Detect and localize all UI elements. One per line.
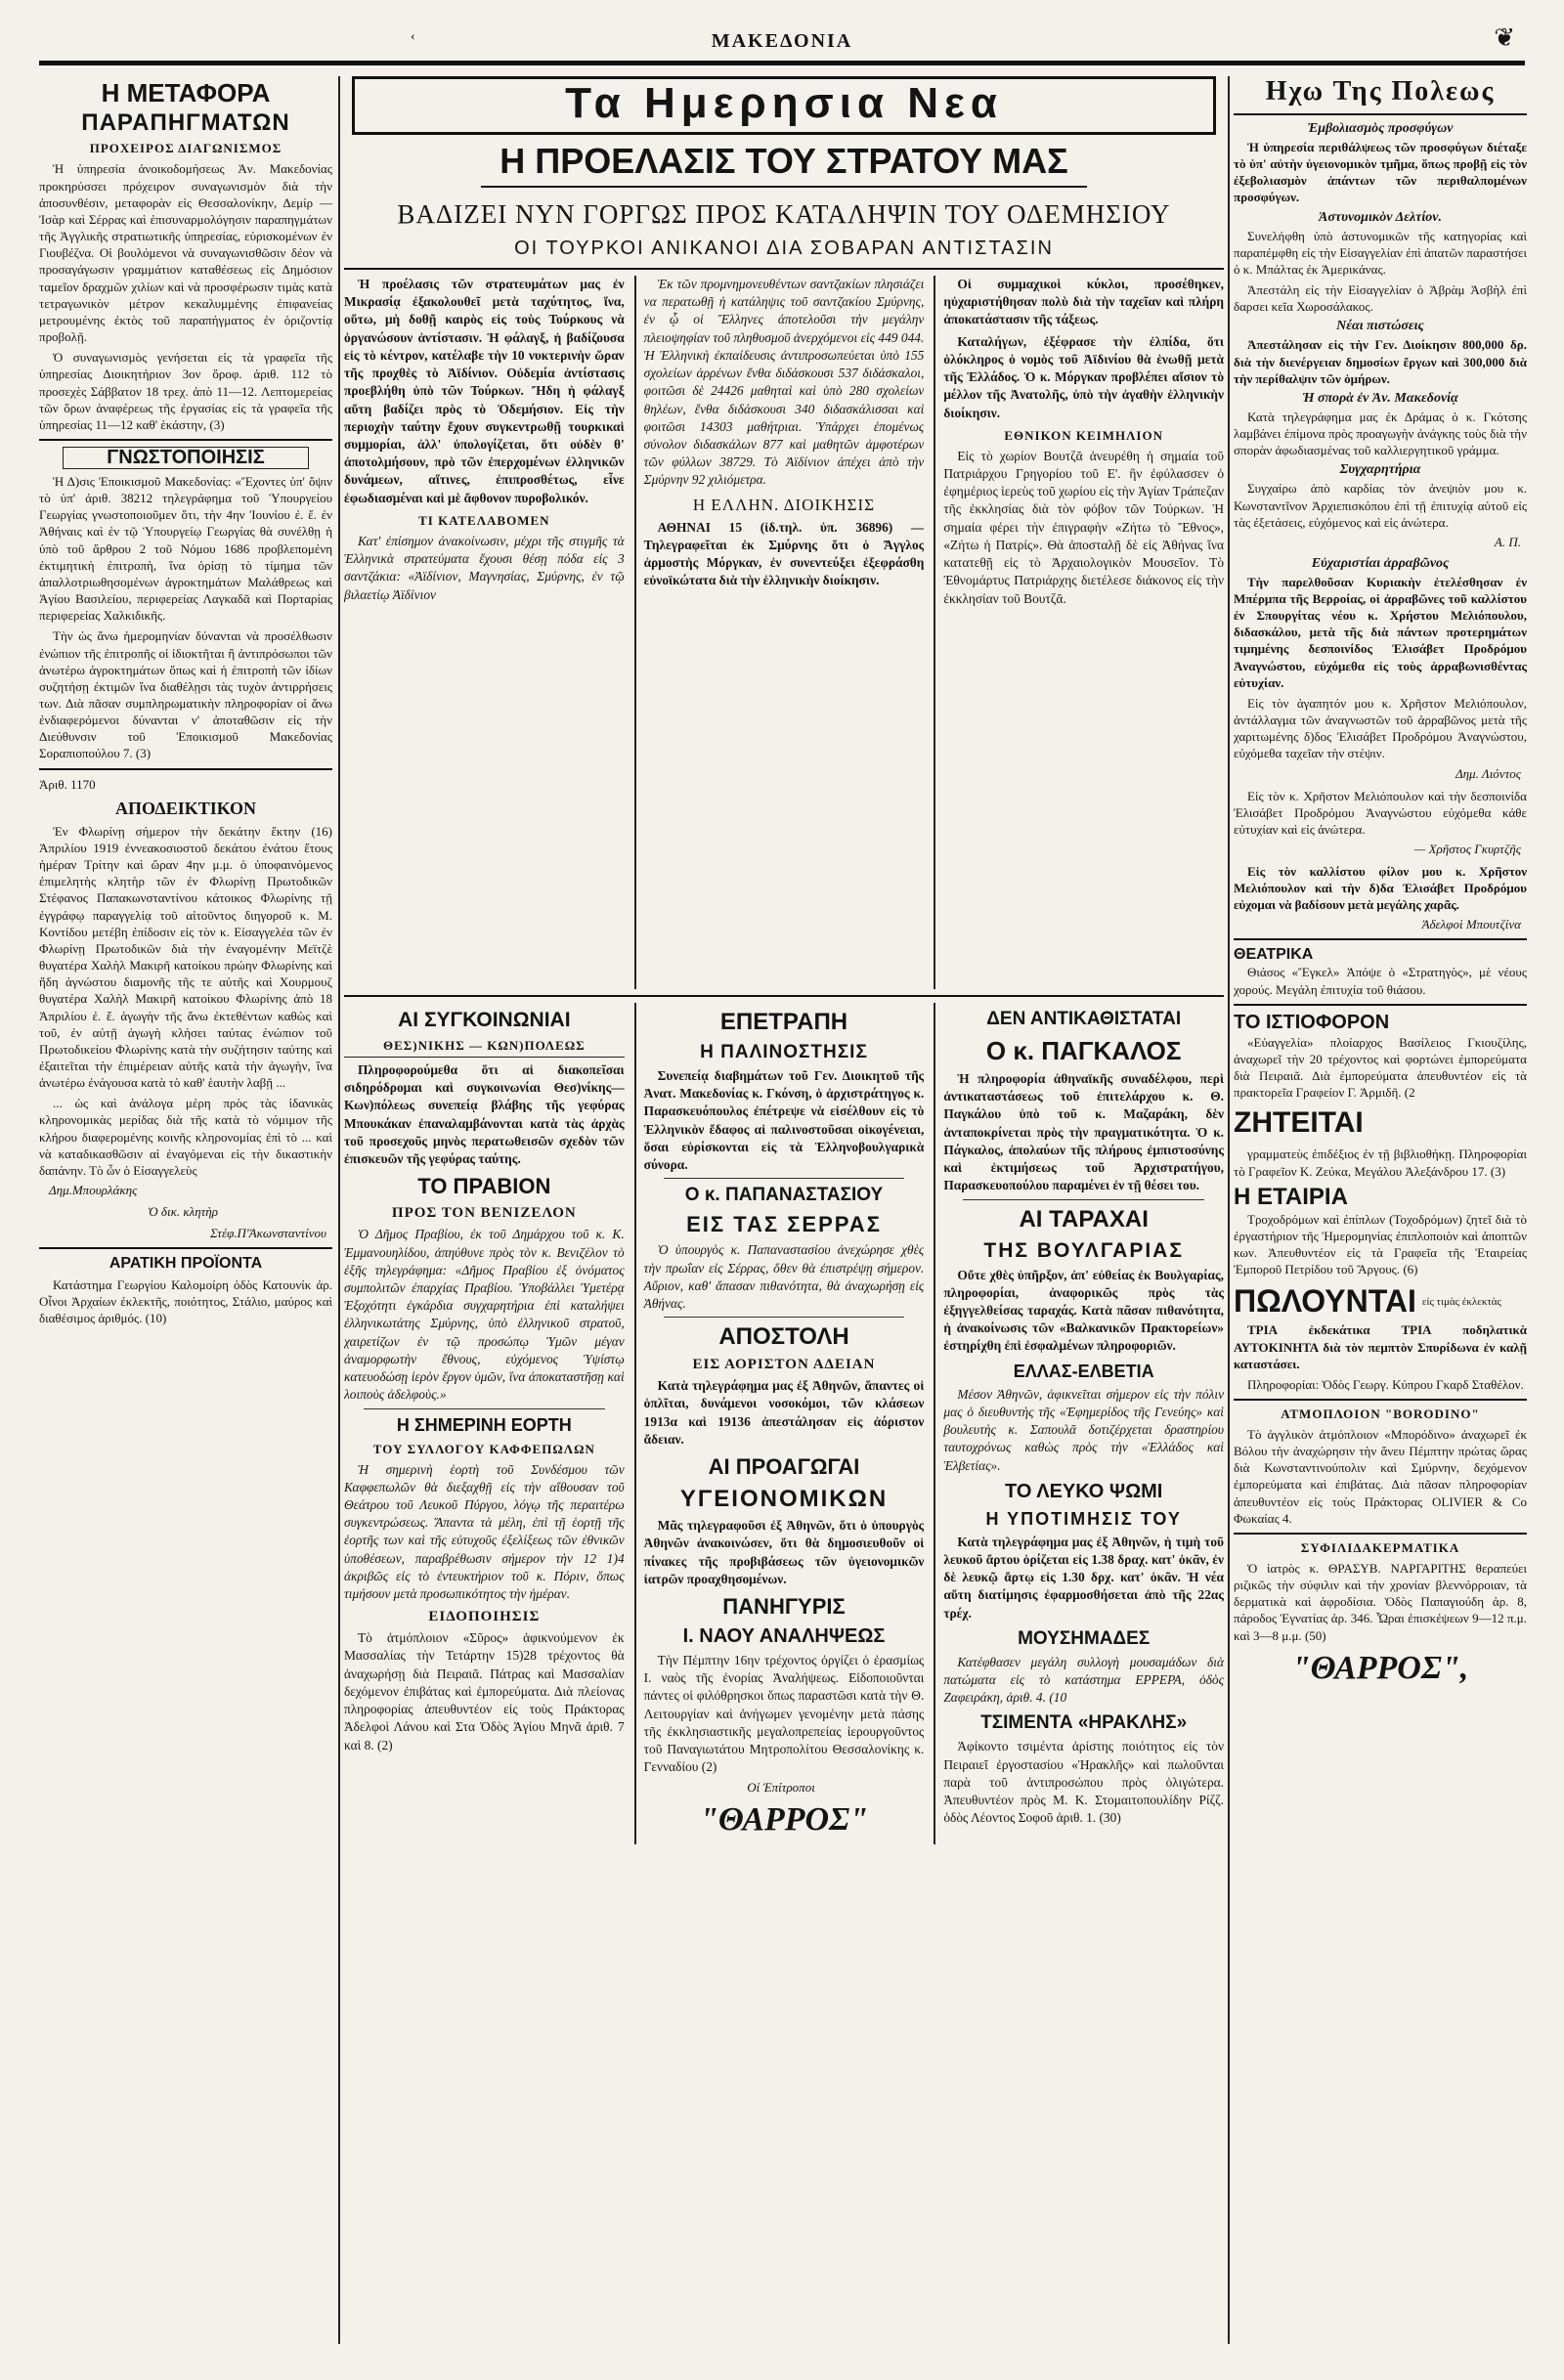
right-column-title: Ηχω Της Πολεως	[1265, 76, 1496, 107]
r4-headline: Ἡ σπορὰ ἐν Ἀν. Μακεδονίᾳ	[1302, 390, 1458, 406]
b4-text-body: Τὸ ἀτμόπλοιον «Σῦρος» ἀφικνούμενον ἐκ Μασσαλίας τὴν Τετάρτην 15)28 τρέχοντος θὰ ἀναχωρήσῃ διὰ Πειραιᾶ. Πάτρας καὶ Μασσαλίαν δεχόμενον ἐπιβάτας καὶ ἐμπορεύματα. Διὰ πλείονας πληροφορίας ἀπευθυντέον εἰς τοὺς Πράκτορας Ἀδελφοὶ Λάνου καὶ Στα Ὁδὸς Ἁγίου Μηνᾶ ἀριθ. 7 καὶ 8.	[344, 1630, 625, 1753]
column-divider	[338, 76, 340, 2344]
d2-subhead: ΤΗΣ ΒΟΥΛΓΑΡΙΑΣ	[983, 1238, 1184, 1262]
left-article-3-para-2: ... ὡς καὶ ἀνάλογα μέρη πρὸς τὰς ἰδανικὰς κληρονομικὰς μερίδας διὰ τῆς κατὰ τὸ νόμιμον τῆς κλήρου διαφερομένης κοινῆς κληρονομίας ἐπὶ τὸ ... καὶ νὰ καταδικασθῶσιν αἱ ἐναγόμεναι εἰς τὴν δικαστικὴν δαπάνην. Τὸ ὦν ὁ Εἰσαγγελεὺς	[39, 1096, 332, 1178]
masthead-ornament-right: ❦	[1494, 23, 1515, 52]
b1-text: Πληροφορούμεθα ὅτι αἱ διακοπεῖσαι σιδηρόδρομαι καὶ συγκοινωνίαι Θεσ)νίκης—Κων)πόλεως συνεπείᾳ βλάβης τῆς γεφύρας Μπουκάκαν ἐπαναλαμβάνονται κατὰ τὰς ἀρχὰς τοῦ προσεχοῦς μηνὸς περατωθεισῶν σχεδὸν τῶν ἐπισκευῶν τῆς γεφύρας ταύτης.	[344, 1062, 625, 1167]
r8-headline: ΤΟ ΙΣΤΙΟΦΟΡΟΝ	[1234, 1011, 1390, 1033]
b2-subhead: ΠΡΟΣ ΤΟΝ ΒΕΝΙΖΕΛΟΝ	[391, 1205, 577, 1222]
r4-text: Κατὰ τηλεγράφημα μας ἐκ Δράμας ὁ κ. Γκότσης λαμβάνει ἐπίμονα πρὸς προαγωγὴν ἀνάγκης τοὺς διὰ τὴν σπορὰν ἀφωδιασμένας τοῦ καλλιεργητικοῦ γράμμα.	[1234, 409, 1527, 458]
b3-subhead: ΤΟΥ ΣΥΛΛΟΓΟΥ ΚΑΦΦΕΠΩΛΩΝ	[372, 1441, 595, 1456]
r11-header	[1234, 1281, 1527, 1321]
r9-headline: ΖΗΤΕΙΤΑΙ	[1234, 1106, 1364, 1140]
lead-story-text-7: Εἰς τὸ χωρίον Βουτζᾶ ἀνευρέθη ἡ σημαία τοῦ Πατριάρχου Γρηγορίου τοῦ Ε'. ἣν ἐφύλασσεν ὁ ἐφημέριος ἱερεὺς τοῦ χωρίου εἰς τὴν Ἁγίαν Τράπεζαν τῆς ἐκκλησίας διὰ τὸν φόβον τῶν Τούρκων. Ἡ σημαία φέρει τὴν ἐπιγραφὴν «Ζήτω τὸ Ἔθνος», «Ζήτω ἡ Πατρίς». Θὰ ἀποσταλῇ δὲ εἰς Ἀθήνας ἵνα κατατεθῇ εἰς τὸ Ἀρχαιολογικὸν Μουσεῖον. Τὸ Ἐθνομάρτυς Πατριάρχης διετέλεσε διάκονος εἰς τὴν ἐκκλησίαν τοῦ Βουτζᾶ.	[943, 448, 1224, 606]
r2-text-b: Ἀπεστάλη εἰς τὴν Εἰσαγγελίαν ὁ Ἀβρὰμ Ἀσβὴλ ἐπὶ δαρσει κεῖα Χωροσάλακος.	[1234, 282, 1527, 315]
r10-headline: Η ΕΤΑΙΡΙΑ	[1234, 1183, 1348, 1210]
tharros-ad-center: "ΘΑΡΡΟΣ"	[699, 1801, 869, 1839]
r6-signature-2: — Χρῆστος Γκυρτζῆς	[1413, 842, 1521, 856]
divider	[39, 768, 332, 770]
d5-text-body: Κατέφθασεν μεγάλη συλλογὴ μουσαμάδων διὰ πατώματα εἰς τὸ κατάστημα ΕΡΡΕΡΑ, ὁδὸς Ζαφειράκη, ἀριθ. 4.	[943, 1654, 1224, 1706]
left-article-2-ref: (3)	[135, 746, 152, 761]
d6-ref: (30)	[1099, 1810, 1121, 1826]
c5-subhead: Ι. ΝΑΟΥ ΑΝΑΛΗΨΕΩΣ	[682, 1624, 886, 1647]
b4-headline: ΕΙΔΟΠΟΙΗΣΙΣ	[428, 1609, 541, 1625]
d5-headline: ΜΟΥΣΗΜΑΔΕΣ	[1018, 1627, 1151, 1649]
c2-subhead: ΕΙΣ ΤΑΣ ΣΕΡΡΑΣ	[686, 1212, 882, 1237]
d4-subhead: Η ΥΠΟΤΙΜΗΣΙΣ ΤΟΥ	[985, 1508, 1182, 1529]
r8-ref: (2	[1404, 1085, 1415, 1101]
left-signature-3: Στέφ.Π'Ἀκωνσταντίνου	[210, 1226, 326, 1241]
left-signature-2: Ὁ δικ. κλητὴρ	[148, 1204, 218, 1220]
b2-headline: ΤΟ ΠΡΑΒΙΟΝ	[417, 1174, 551, 1199]
d4-headline: ΤΟ ΛΕΥΚΟ ΨΩΜΙ	[1005, 1480, 1163, 1502]
r6-text-d: Εἰς τὸν καλλίστου φίλον μου κ. Χρῆστον Μελιόπουλον καὶ τὴν δ)δα Ἐλισάβετ Προδρόμου εὐχομαι νὰ βαδίσουν μετὰ μεγάλης χαρᾶς.	[1234, 864, 1527, 913]
lead-story-text-6: Καταλήγων, ἐξέφρασε τὴν ἐλπίδα, ὅτι ὁλόκληρος ὁ νομὸς τοῦ Ἀϊδινίου θὰ ἑνωθῇ μετὰ τῆς Ἑλλάδος. Ὁ κ. Μόργκαν προβλέπει αἴσιον τὸ μέλλον τῆς Ἀνατολῆς, ὑπὸ τὴν ἀγαθὴν ἑλληνικὴν διοίκησιν.	[943, 333, 1224, 420]
left-article-1-para-1: Ἡ ὑπηρεσία ἀνοικοδομήσεως Ἀν. Μακεδονίας προκηρύσσει πρόχειρον συναγωνισμὸν διὰ τὴν ἀποσυνθέσιν, μεταφορὰν εἰς Θεσσαλονίκην, Δεμίρ — Ἰσὰρ καὶ Σέρρας καὶ ἐπισυναρμολόγησιν παραπηγμάτων τῆς Ἀγγλικῆς στρατιωτικῆς ὑπηρεσίας, εὑρισκομένων ἐν Γιουβέζνα. Οἱ βουλόμενοι νὰ συναγωνισθῶσιν δέον νὰ προσαγάγωσιν γραμμάτιον καταθέσεως εἰς Δημόσιον ταμεῖον δραχμῶν χιλίων καὶ νὰ προσφέρωσιν τιμὰς κατὰ τετραγωνικὸν μέτρον κεκαλυμμένης ἐπιφανείας μετρουμένης ἐκτὸς τοῦ παραπήγματος ἐν ὁριζοντίᾳ προβολῇ.	[39, 161, 332, 345]
section-banner: Τα Ημερησια Νεα	[352, 76, 1216, 135]
d2-headline: ΑΙ ΤΑΡΑΧΑΙ	[1019, 1205, 1149, 1233]
lead-story-text-1: Ἡ προέλασις τῶν στρατευμάτων μας ἐν Μικρασίᾳ ἐξακολουθεῖ μετὰ ταχύτητος, ἵνα, οὕτω, μὴ δοθῇ καιρὸς εἰς τοὺς Τούρκους νὰ ὀργανώσουν ἀντίστασιν. Ἡ φάλαγξ, ἡ βαδίζουσα εἰς τὸ κέντρον, κατέλαβε τὴν 10 νυκτερινὴν ὥραν τῆς προχθὲς τὸ Ἀϊδίνιον. Οὐδεμία ἀντίστασις προεβλήθη ὑπὸ τῶν Τούρκων. Ἤδη ἡ φάλαγξ αὕτη βαδίζει πρὸς τὸ Ὀδεμήσιον. Εἰς τὴν περιοχὴν ταύτην ἔχουν συγκεντρωθῇ τουρκικαὶ συμμορίαι, ἀλλ' ὑπολογίζεται, ὅτι οὐδὲν θ' ἀποτολμήσουν, πρὸ τῶν ἐπερχομένων ἑλληνικῶν δυνάμεων, αἵτινες, ἐπιπροσθέτως, εἶνε ἐφωδιασμέναι καὶ μὲ ἄφθονον πυροβολικόν.	[344, 277, 625, 505]
left-signature-1: Δημ.Μπουρλάκης	[49, 1183, 138, 1198]
left-article-4-ref: (10)	[145, 1311, 167, 1326]
c5-ref: (2)	[701, 1759, 717, 1775]
d6-headline: ΤΣΙΜΕΝΤΑ «ΗΡΑΚΛΗΣ»	[980, 1712, 1188, 1734]
r2-headline: Ἀστυνομικὸν Δελτίον.	[1318, 209, 1442, 225]
left-article-4	[39, 1277, 332, 1326]
c4-subhead: ΥΓΕΙΟΝΟΜΙΚΩΝ	[679, 1486, 889, 1513]
r12-headline: ΑΤΜΟΠΛΟΙΟΝ "BORODINO"	[1281, 1406, 1480, 1421]
main-headline: Η ΠΡΟΕΛΑΣΙΣ ΤΟΥ ΣΤΡΑΤΟΥ ΜΑΣ	[500, 141, 1068, 181]
lead-story-col-2	[634, 276, 925, 989]
r6-signature-3: Ἀδελφοὶ Μπουτζίνα	[1421, 917, 1521, 932]
divider	[1234, 113, 1527, 115]
d6-text	[943, 1738, 1224, 1827]
r11-side: εἰς τιμὰς ἐκλεκτὰς	[1421, 1295, 1501, 1308]
r9-text	[1234, 1146, 1527, 1179]
lead-story-text-4: ΑΘΗΝΑΙ 15 (ἰδ.τηλ. ὑπ. 36896) — Τηλεγραφεῖται ἐκ Σμύρνης ὅτι ὁ Ἄγγλος ἁρμοστὴς Μόργκαν, ἐν συνεντεύξει ἐξεφράσθη εὐνοϊκώτατα διὰ τὴν ἑλληνικὴν διοίκησιν.	[643, 519, 925, 588]
c5-signature: Οἱ Ἐπίτροποι	[747, 1780, 815, 1796]
d2-text: Οὔτε χθὲς ὑπῆρξον, ἀπ' εὐθείας ἐκ Βουλγαρίας, πληροφορίαι, ἀναφορικῶς πρὸς τὰς ἐξηγγελθείσας ταραχάς. Κατὰ πᾶσαν πιθανότητα, ἡ ἀνακοίνωσις τῶν «Βαλκανικῶν Πρακτορείων» ἐστηρίχθη ἐπὶ ἐσφαλμένων πληροφοριῶν.	[943, 1267, 1224, 1354]
d6-text-body: Ἀφίκοντο τσιμέντα ἀρίστης ποιότητος εἰς τὸν Πειραιεῖ ἐργοστασίου «Ἡρακλῆς» καὶ πωλοῦνται παρὰ τοῦ ἀντιπροσώπου πρὸς ὁλιγώτερα. Ἀπευθυντέον πρὸς Μ. Κ. Στομαιτοπουλίδην Ρίζζ. ὁδὸς Λέοντος Σοφοῦ ἀριθ. 1.	[943, 1739, 1224, 1826]
divider	[1234, 1533, 1527, 1535]
r6-text: Τὴν παρελθοῦσαν Κυριακὴν ἐτελέσθησαν ἐν Μπέρμπα τῆς Βερροίας, οἱ ἀρραβῶνες τοῦ καλλίστου ἐν Σπουργίτας νέου κ. Χρήστου Μελιόπουλου, διδασκάλου, μετὰ τῆς διὰ πάντων προτερημάτων τιμημένης δεσποινίδος Ἐλισάβετ Προδρόμου Ἀναγνώστου, εὐχόμεθα εἰς τοὺς ἀρραβωνισθέντας εὐτυχίαν.	[1234, 574, 1527, 690]
r1-headline: Ἐμβολιασμὸς προσφύγων	[1307, 121, 1454, 136]
left-doc-number: Ἀριθ. 1170	[39, 776, 96, 792]
lead-story-subhead-3: ΕΘΝΙΚΟΝ ΚΕΙΜΗΛΙΟΝ	[1004, 427, 1163, 443]
r10-text	[1234, 1211, 1527, 1278]
main-subheadline: ΒΑΔΙΖΕΙ ΝΥΝ ΓΟΡΓΩΣ ΠΡΟΣ ΚΑΤΑΛΗΨΙΝ ΤΟΥ ΟΔΕΜΗΣΙΟΥ	[397, 199, 1171, 229]
d1-text: Ἡ πληροφορία ἀθηναϊκῆς συναδέλφου, περὶ ἀντικαταστάσεως τοῦ ἐπιτελάρχου κ. Θ. Παγκάλου ὑπὸ τοῦ κ. Μαζαράκη, δὲν ἀνταποκρίνεται πρὸς τὴν πραγματικότητα. Ὁ κ. Πάγκαλος, ἀπολαύων τῆς πλήρους ἐμπιστοσύνης καὶ ἐκτιμήσεως τοῦ Ἀρχιστρατήγου, Παρασκευοπούλου παραμένει ἐν τῇ θέσει του.	[943, 1071, 1224, 1193]
lower-col-1	[344, 1003, 625, 1844]
d1-headline: ΔΕΝ ΑΝΤΙΚΑΘΙΣΤΑΤΑΙ	[986, 1009, 1182, 1029]
lead-story-subhead-2: Η ΕΛΛΗΝ. ΔΙΟΙΚΗΣΙΣ	[692, 495, 876, 514]
c3-text: Κατὰ τηλεγράφημα μας ἐξ Ἀθηνῶν, ἅπαντες οἱ ὁπλῖται, δυνάμενοι νοσοκόμοι, τῶν κλάσεων 1913α καὶ 19136 ἀπεστάλησαν εἰς ἀόριστον ἄδειαν.	[643, 1378, 925, 1447]
lead-story-text-2: Κατ' ἐπίσημον ἀνακοίνωσιν, μέχρι τῆς στιγμῆς τὰ Ἑλληνικὰ στρατεύματα ἔχουσι θέσῃ πόδα εἰς 3 σαντζάκια: «Ἀϊδίνιον, Μαγνησίας, Σμύρνης, ἐν τῷ βιλαετίῳ Ἀϊδίνιον	[344, 533, 625, 602]
d5-ref: (10	[1049, 1690, 1067, 1706]
c2-headline: Ο κ. ΠΑΠΑΝΑΣΤΑΣΙΟΥ	[684, 1185, 884, 1206]
masthead-title: ΜΑΚΕΔΟΝΙΑ	[711, 30, 853, 52]
main-deck: ΟΙ ΤΟΥΡΚΟΙ ΑΝΙΚΑΝΟΙ ΔΙΑ ΣΟΒΑΡΑΝ ΑΝΤΙΣΤΑΣΙΝ	[514, 238, 1054, 259]
r5-signature: Α. Π.	[1494, 534, 1521, 549]
d5-text	[943, 1654, 1224, 1708]
left-subhead-1: ΠΡΟΧΕΙΡΟΣ ΔΙΑΓΩΝΙΣΜΟΣ	[89, 141, 282, 156]
lower-stories	[344, 1003, 1224, 1844]
c3-subhead: ΕΙΣ ΑΟΡΙΣΤΟΝ ΑΔΕΙΑΝ	[692, 1357, 876, 1373]
lead-story	[344, 276, 1224, 989]
r3-text: Ἀπεστάλησαν εἰς τὴν Γεν. Διοίκησιν 800,000 δρ. διὰ τὴν διενέργειαν δημοσίων ἔργων καὶ 300,000 διὰ τὴν περίθαλψιν τῶν ὁμήρων.	[1234, 337, 1527, 386]
d4-text: Κατὰ τηλεγράφημα μας ἐξ Ἀθηνῶν, ἡ τιμὴ τοῦ λευκοῦ ἄρτου ὁρίζεται εἰς 1.38 δραχ. κατ' ὀκᾶν, ἐν δὲ λευκῷ ἄρτῳ εἰς 1.30 δρχ. κατ' ὀκᾶν. Ἡ νέα αὕτη διατίμησις ἐφαρμοσθήσεται ἀπὸ τῆς 22ας τρέχ.	[943, 1534, 1224, 1621]
lead-story-text-5: Οἱ συμμαχικοὶ κύκλοι, προσέθηκεν, ηὐχαριστήθησαν πολὺ διὰ τὴν ταχεῖαν καὶ πλήρη ἀποκατάστασιν τῆς τάξεως.	[943, 277, 1224, 327]
c5-text-body: Τὴν Πέμπτην 16ην τρέχοντος ὀργίζει ὁ ἐρασμίως Ι. ναὸς τῆς ἐνορίας Ἀναλήψεως. Εἰδοποιοῦνται πάντες οἱ φιλόθρησκοι ὅπως παραστῶσι κατὰ τὴν Θ. Λειτουργίαν καὶ ἀνήγωμεν γενομένην μετὰ πάσης τῆς ἐκκλησιαστικῆς μεγαλοπρεπείας ἱερουργοῦντος τοῦ Παναγιωτάτου Μητροπολίτου Θεσσαλονίκης κ. Γενναδίου	[643, 1652, 925, 1775]
left-headline-2: ΓΝΩΣΤΟΠΟΙΗΣΙΣ	[63, 447, 309, 469]
r10-ref: (6)	[1403, 1262, 1418, 1277]
c1-headline: ΕΠΕΤΡΑΠΗ	[719, 1009, 848, 1035]
divider	[364, 1408, 605, 1409]
r13-text	[1234, 1560, 1527, 1644]
tharros-ad-right: "ΘΑΡΡΟΣ",	[1291, 1649, 1469, 1686]
b3-headline: Η ΣΗΜΕΡΙΝΗ ΕΟΡΤΗ	[396, 1414, 572, 1435]
headline-rule	[481, 186, 1087, 188]
left-article-1-para-2-text: Ὁ συναγωνισμὸς γενήσεται εἰς τὰ γραφεῖα τῆς ὑπηρεσίας Διοικητήριον 3ον ὄροφ. ἀριθ. 112 τὸ προσεχὲς Σάββατον 18 τρεχ. ἀπὸ 11—12. Λεπτομερείας τῶν ὅρων ἀναφέρεως τῆς ἐργασίας εἰς τὰ γραφεῖα τῆς ὑπηρεσίας 11—12 καθ' ἑκάστην,	[39, 350, 332, 432]
r7-text: Θιάσος «Ἔγκελ» Ἀπόψε ὁ «Στρατηγὸς», μὲ νέους χορούς. Μεγάλη ἐπιτυχία τοῦ θιάσου.	[1234, 965, 1527, 997]
r12-text: Τὸ ἀγγλικὸν ἀτμόπλοιον «Μπορόδινο» ἀναχωρεῖ ἐκ Βόλου τὴν ἀναχώρησιν τὴν ἄνευ Πέμπτην πρώτας ὥρας διὰ Κωνσταντινούπολιν καὶ Σμύρνην, δεχόμενον ἐμπορεύματα καὶ ἐπιβάτας. Διὰ πᾶσαν πληροφορίαν ἀπευθυντέον εἰς τοὺς Πράκτορας OLIVIER & Co Φωκαίας 4.	[1234, 1426, 1527, 1526]
divider	[963, 1199, 1204, 1200]
b2-text: Ὁ Δῆμος Πραβίου, ἐκ τοῦ Δημάρχου τοῦ κ. Κ. Ἐμμανουηλίδου, ἀπηύθυνε πρὸς τὸν κ. Βενιζέλον τὸ ἑξῆς τηλεγράφημα: «Δῆμος Πραβίου ἐξ ὀνόματος συμπολιτῶν ἐπαρχίας Πραβίου. Ὑποβάλλει Ὑμετέρᾳ Ἐξοχότητι ἐγκάρδια συγχαρητήρια ἐπὶ καταλήψει ἑλληνικωτάτης Σμύρνης, ὑπὸ ἑλληνικοῦ στρατοῦ, χαιρετίζων ἐν τῷ προσώπῳ Ὑμῶν μέγαν ἀναμορφωτὴν ἔθνους, εὐχόμενος Ὑψίστῳ κατευοδώσῃ ἱερὸν ἔργον ὑμῶν, ἵνα ἀποκαταστῆσῃ καὶ λοιποὺς ἀδελφοὺς.»	[344, 1227, 625, 1403]
lower-col-3	[934, 1003, 1224, 1844]
c4-headline: ΑΙ ΠΡΟΑΓΩΓΑΙ	[708, 1454, 860, 1480]
divider	[39, 1247, 332, 1249]
r8-text-body: «Εὐαγγελία» πλοίαρχος Βασίλειος Γκιουζίλης, ἀναχωρεῖ τὴν 20 τρέχοντος καὶ φορτώνει ἐμπορεύματα διὰ Πειραιᾶ. Διὰ ἐμπορεύματα ἀπευθυντέον εἰς τὰ πρακτορεῖα Γραφείον Γ. Ἀρμιδῆ.	[1234, 1034, 1527, 1101]
r13-text-body: Ὁ ἰατρὸς κ. ΘΡΑΣΥΒ. ΝΑΡΓΑΡΙΤΗΣ θεραπεύει ριζικῶς τὴν σύφιλιν καὶ τὴν χρονίαν βλεννόρροιαν, τὰ δερματικὰ καὶ ἀφροδίσια. Ὁδὸς Παπαγιούδη ἀρ. 8, πάροδος Ἐγνατίας ἀρ. 346. Ὧραι ἐπισκέψεων 9—12 π.μ. καὶ 3—8 μ.μ.	[1234, 1560, 1527, 1643]
lead-story-col-1	[344, 276, 625, 989]
b4-text	[344, 1629, 625, 1754]
divider	[664, 1317, 905, 1318]
left-headline-4: ΑΡΑΤΙΚΗ ΠΡΟΪΟΝΤΑ	[109, 1255, 263, 1273]
b1-headline: ΑΙ ΣΥΓΚΟΙΝΩΝΙΑΙ	[398, 1009, 571, 1031]
left-article-2-para-2	[39, 627, 332, 761]
c5-text	[644, 1652, 925, 1777]
left-article-2-para-2-text: Τὴν ὡς ἄνω ἡμερομηνίαν δύνανται νὰ προσέλθωσιν ἐνώπιον τῆς ἐπιτροπῆς οἱ ἰδιοκτῆται ἢ ἀντιπρόσωποι τῶν ἀνωτέρω ἀγροκτημάτων ὅπως καὶ ἡ ἐπιτροπὴ τῶν ἰδίων συζητήσῃ ἐκτιμῶν ἵνα διαθέλῃσι τὰς τυχὸν ἀντιρρήσεις των. Διὰ πᾶσαν συμπληρωματικὴν πληροφορίαν οἱ ἄνω ἐνδιαφερόμενοι δύνανται ν' ἀποταθῶσιν εἰς τὴν Διεύθυνσιν τοῦ Ἐποικισμοῦ Μακεδονίας Σοραπιοπούλου 7.	[39, 628, 332, 761]
d3-text: Μέσον Ἀθηνῶν, ἀφικνεῖται σήμερον εἰς τὴν πόλιν μας ὁ διευθυντὴς τῆς «Ἐφημερίδος τῆς Γενεύης» καὶ βουλευτὴς κ. Σαπουλᾶ δοτιζέρχεται δραστηρίου ταυτοχρόνως καθὼς πρὸς τὴν «Ἑλλάδος καὶ Ἑλβετίας».	[943, 1386, 1224, 1473]
d1-subhead: Ο κ. ΠΑΓΚΑΛΟΣ	[985, 1036, 1182, 1065]
b3-text: Ἡ σημερινὴ ἑορτὴ τοῦ Συνδέσμου τῶν Καφφεπωλῶν θὰ διεξαχθῇ εἰς τὴν αἴθουσαν τοῦ Θεάτρου τοῦ Λευκοῦ Πύργου, λόγῳ τῆς περαιτέρω συγκεντρώσεως. Ἅπαντα τὰ μέλη, ἐπὶ τῇ ἑορτῇ τῆς ἑορτῆς των καὶ τῆς εὐτυχοῦς ἐξελίξεως τῶν ἐθνικῶν ὑποθέσεων, παραβρέθωσιν σήμερον τὴν 12 1)4 ἀκριβῶς εἰς τὸ ἐντευκτήριον τοῦ κ. Πόριν, ὅπως τιμήσουν μετὰ προσωπικότητος τὴν ἡμέραν.	[344, 1461, 625, 1602]
r11-text: ΤΡΙΑ ἐκδεκάτικα ΤΡΙΑ ποδηλατικὰ ΑΥΤΟΚΙΝΗΤΑ διὰ τὸν πεμπτὸν Σπυρίδωνα ἐν καλῇ καταστάσει.	[1234, 1322, 1527, 1371]
center-section	[344, 76, 1224, 2344]
c4-text: Μᾶς τηλεγραφοῦσι ἐξ Ἀθηνῶν, ὅτι ὁ ὑπουργὸς Ἀθηνῶν ἀνακοινώσεν, ὅτι θὰ δημοσιευθοῦν οἱ πίνακες τῆς προβιβάσεως τῶν ὑγειονομικῶν ἰατρῶν προαχθησομένων.	[643, 1518, 925, 1586]
left-article-1-para-2	[39, 349, 332, 433]
column-divider	[1228, 76, 1230, 2344]
left-article-2-para-1: Ἡ Δ)σις Ἐποικισμοῦ Μακεδονίας: «Ἔχοντες ὑπ' ὄψιν τὸ ὑπ' ἀριθ. 38212 τηλεγράφημα τοῦ Ὑπουργείου Γεωργίας γνωστοποιοῦμεν ὅτι, τὴν 4ην Ἰουνίου ἐ. ἔ. ἐν Ἀθήναις καὶ ἐν τῷ Ὑπουργείῳ Γεωργίας θὰ συνέλθῃ ἡ ὑπὸ τοῦ ἄρθρου 2 τοῦ Νόμου 1686 προβλεπομένη ἐκτιμητικὴ ἐπιτροπὴ, ἵνα ὁρίσῃ τὸ τίμημα τῶν ἀπαλλοτριωθησομένων ἀγροκτημάτων Μαλάθρεως καὶ Ἁγίου Βασιλείου, περιφερείας Λαγκαδᾶ καὶ Πορταρίας περιφερείας Χαλκιδικῆς.	[39, 473, 332, 624]
divider	[344, 268, 1224, 270]
lead-story-col-3	[934, 276, 1224, 989]
r1-text: Ἡ ὑπηρεσία περιθάλψεως τῶν προσφύγων διέταξε τὸ ὑπ' αὐτὴν ὑγειονομικὸν τμῆμα, ὅπως προβῇ εἰς τὸν ἐξεβολιασμὸν ἁπάντων τῶν περιθαλπομένων προσφύγων.	[1234, 140, 1527, 205]
b1-subhead: ΘΕΣ)ΝΙΚΗΣ — ΚΩΝ)ΠΟΛΕΩΣ	[344, 1038, 625, 1058]
r7-headline: ΘΕΑΤΡΙΚΑ	[1234, 946, 1314, 964]
lead-story-subhead-1: ΤΙ ΚΑΤΕΛΑΒΟΜΕΝ	[418, 512, 550, 528]
left-column	[39, 76, 332, 2344]
lead-story-text-3: Ἐκ τῶν προμνημονευθέντων σαντζακίων πλησιάζει να περατωθῇ ἡ κατάληψις τοῦ σαντζακίου Σμύρνης, ἐν ᾧ οἱ Ἕλληνες ἀποτελοῦσι τὴν μεγάλην πλειοψηφίαν τοῦ πληθυσμοῦ ἀνερχόμενοι εἰς 449 044. Ἡ Ἑλληνικὴ ἐκπαίδευσις ἀντιπροσωπεύεται ὑπὸ 155 σχολείων ἀρρένων ἔνθα διδάσκουσι 537 διδάσκαλοι, φοιτῶσι δὲ 24426 μαθηταὶ καὶ ὑπὸ 280 σχολείων θηλέων, ἔνθα διδάσκουσι 340 διδασκάλισσαι καὶ φοιτῶσι 14303 μαθήτριαι. Ὑπάρχει ἑπομένως σύνολον διδασκάλων 877 καὶ μαθητῶν ἀμφοτέρων τῶν φύλλων 38729. Τὸ Ἀϊδίνιον ἀπέχει ἀπὸ τὴν Σμύρνην 92 χιλιόμετρα.	[643, 277, 925, 488]
r5-text: Συγχαίρω ἀπὸ καρδίας τὸν ἀνεψιὸν μου κ. Κωνσταντῖνον Ἀρχιεπισκόπου ἐπὶ τῇ ἐπιτυχίᾳ αὐτοῦ εἰς τὰς ἐξετάσεις, εὐχόμενος καὶ εἰς ἀνώτερα.	[1234, 481, 1527, 530]
c1-subhead: Η ΠΑΛΙΝΟΣΤΗΣΙΣ	[700, 1042, 868, 1062]
left-headline-1a: Η ΜΕΤΑΦΟΡΑ	[101, 78, 271, 108]
c2-text: Ὁ ὑπουργὸς κ. Παπαναστασίου ἀνεχώρησε χθὲς τὴν πρωΐαν εἰς Σέρρας, ὅθεν θὰ ἐπιστρέψῃ σήμερον. Αὔριον, καθ' ἅπασαν πιθανότητα, θὰ ἀναχωρήσῃ εἰς Ἀθήνας.	[643, 1242, 925, 1311]
divider	[1234, 938, 1527, 940]
r8-text	[1234, 1034, 1527, 1102]
r6-text-b: Εἰς τὸν ἀγαπητόν μου κ. Χρῆστον Μελιόπουλον, ἀντάλλαγμα τῶν ἀναγνωστῶν τοῦ ἀρραβῶνος μετὰ τῆς χαριτωμένης δ)δος Ἐλισάβετ Προδρόμου Ἀναγνώστου, εὐχόμεθα ταχεῖαν τὴν στέψιν.	[1234, 695, 1527, 761]
r11-headline: ΠΩΛΟΥΝΤΑΙ	[1234, 1283, 1416, 1320]
left-article-4-text: Κατάστημα Γεωργίου Καλομοίρη ὁδὸς Κατουνίκ ἀρ. Οἶνοι Ἀρχαίων ἐκλεκτῆς, ποιότητος, Στάλιο, μαύρος καὶ διαθέσιμος ἀριθμός.	[39, 1277, 332, 1326]
r13-ref: (50)	[1304, 1627, 1326, 1643]
left-headline-1b: ΠΑΡΑΠΗΓΜΑΤΩΝ	[81, 109, 290, 137]
divider	[344, 995, 1224, 997]
r6-text-c: Εἰς τὸν κ. Χρῆστον Μελιόπουλον καὶ τὴν δεσποινίδα Ἐλισάβετ Προδρόμου Ἀναγνώστου εὐχόμεθα κάθε εὐτυχίαν καὶ εἰς ἀνώτερα.	[1234, 788, 1527, 837]
divider	[1234, 1004, 1527, 1006]
masthead	[39, 22, 1525, 65]
left-article-1-ref: (3)	[209, 416, 225, 432]
r3-headline: Νέαι πιστώσεις	[1336, 319, 1424, 334]
r5-headline: Συγχαρητήρια	[1339, 462, 1421, 478]
r13-headline: ΣΥΦΙΛΙΔΑΚΕΡΜΑΤΙΚΑ	[1300, 1539, 1460, 1555]
b4-ref: (2)	[377, 1737, 393, 1753]
left-headline-3: ΑΠΟΔΕΙΚΤΙΚΟΝ	[115, 798, 256, 818]
r11-text-b: Πληροφορίαι: Ὁδὸς Γεωργ. Κύπρου Γκαρδ Σταθέλον.	[1247, 1376, 1524, 1392]
d3-headline: ΕΛΛΑΣ-ΕΛΒΕΤΙΑ	[1013, 1361, 1154, 1381]
r9-ref: (3)	[1490, 1163, 1506, 1179]
left-article-3-para-1: Ἐν Φλωρίνῃ σήμερον τὴν δεκάτην ἕκτην (16) Ἀπριλίου 1919 ἐννεακοσιοστοῦ δεκάτου ἐνάτου ἔτους ἡμέραν Τρίτην καὶ ὥραν 4ην μ.μ. ὁ ὑποφαινόμενος ἐπιμελητὴς κλητὴρ τῶν ἐν Φλωρίνῃ Πρωτοδικῶν Στέφανος Παπακωνσταντίνου κάτοικος Φλωρίνης τῇ ἐγγράφῳ παραγγελίᾳ τοῦ αἰτοῦντος διηγοροῦ κ. Μ. Κοντίδου μετέβη ἐπίδοσιν εἰς τὸν κ. Εἰσαγγελέα τῶν ἐν Φλωρίνῃ Πρωτοδικῶν διὰ τὴν ἐναγομένην Μεϊτζὲ θυγατέρα Χαλὴλ Μακιρῆ κατοίκου πρώην Φλωρίνης καὶ ἤδη ἀγνώστου διαμονῆς τῆς τε αὐτῆς καὶ Χουρμουζ θυγατέρα Χαλὴλ Μακιρῆ κατοίκου Φλωρίνης ἀπὸ 18 Ἀπριλίου ἐ. ἔ. ἀγωγὴν τῆς ἄνω ἐκτεθέντων καθὼς καὶ τοῦ, ἐν αὐτῇ ἀγωγὴ κλήσει ταύτας ἐνώπιον τοῦ Πρωτοδικείου Φλωρίνης κατὰ τὴν συζήτησιν ταύτης καὶ ἐξαιτεῖται τὴν ἐπιμέρειαν αὐτῆς κατὰ τὴν ἀγωγὴν, ἵνα ἀνωτέρω ἐνάγουσα κατὰ τὸ καθ' ἑαυτὴν λαβῇ ...	[39, 823, 332, 1091]
r10-text-body: Τροχοδρόμων καὶ ἐπίπλων (Τοχοδρόμων) ζητεῖ διὰ τὸ ἐργαστήριον τῆς Ἡμερομηνίας ἐπιπλοποιὸν καὶ ἀποπτῶν κων. Ἀπευθυντέον εἰς τὰ Γραφεῖα τῆς Ἑταιρείας Ἐμποροῦ Πετρίδου τοῦ Ἄργους.	[1234, 1211, 1527, 1277]
masthead-ornament-left: ‹	[411, 29, 415, 44]
divider	[664, 1178, 905, 1179]
divider	[39, 439, 332, 441]
r6-signature-1: Δημ. Λιόντος	[1455, 765, 1521, 781]
r6-headline: Εὐχαριστίαι ἀρραβῶνος	[1311, 555, 1450, 571]
r9-text-body: γραμματεὺς ἐπιδέξιος ἐν τῇ βιβλιοθήκῃ. Πληροφορίαι τὸ Γραφεῖον Κ. Ζεύκα, Μεγάλου Ἀλεξάνδρου 17.	[1234, 1147, 1527, 1179]
r2-text: Συνελήφθη ὑπὸ ἀστυνομικῶν τῆς κατηγορίας καὶ παραπέμφθη εἰς τὴν Εἰσαγγελίαν ἐπὶ ἀπατῶν παραστήσει ὁ κ. Μπάλτας ἐκ Ἀμερικάνας.	[1234, 228, 1527, 277]
divider	[1234, 1399, 1527, 1401]
c3-headline: ΑΠΟΣΤΟΛΗ	[718, 1323, 849, 1351]
c5-headline: ΠΑΝΗΓΥΡΙΣ	[722, 1593, 846, 1619]
right-column	[1234, 76, 1527, 2344]
lower-col-2	[634, 1003, 925, 1844]
c1-text: Συνεπείᾳ διαβημάτων τοῦ Γεν. Διοικητοῦ τῆς Ἀνατ. Μακεδονίας κ. Γκόνση, ὁ ἀρχιστράτηγος κ. Παρασκευόπουλος ἐπέτρεψε νὰ εἰσέλθουν εἰς τὸ Ἑλληνικὸν ἔδαφος αἱ παλινοστοῦσαι οἰκογένειαι, ὅσαι εὑρίσκονται εἰς τὰ Ἑλληνοβουλγαρικὰ σύνορα.	[643, 1068, 925, 1173]
